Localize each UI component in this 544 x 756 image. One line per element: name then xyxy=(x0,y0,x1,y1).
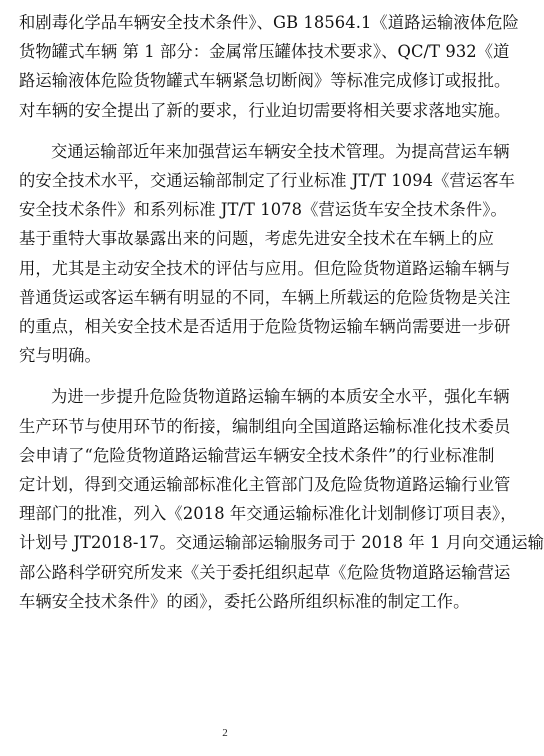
paragraph-2-line-7: 的重点，相关安全技术是否适用于危险货物运输车辆尚需要进一步研 xyxy=(19,317,511,337)
paragraph-2-line-2: 的安全技术水平，交通运输部制定了行业标准 JT/T 1094《营运客车 xyxy=(19,171,516,191)
paragraph-1-line-1: 和剧毒化学品车辆安全技术条件》、GB 18564.1《道路运输液体危险 xyxy=(19,13,519,32)
paragraph-2 xyxy=(19,137,516,371)
paragraph-3-line-8: 车辆安全技术条件》的函》，委托公路所组织标准的制定工作。 xyxy=(19,591,470,611)
document-body xyxy=(19,8,544,616)
paragraph-3-line-2: 生产环节与使用环节的衔接，编制组向全国道路运输标准化技术委员 xyxy=(19,416,511,436)
paragraph-2-line-4: 基于重特大事故暴露出来的问题，考虑先进安全技术在车辆上的应 xyxy=(19,229,495,249)
paragraph-2-line-5: 用，尤其是主动安全技术的评估与应用。但危险货物道路运输车辆与 xyxy=(19,258,511,278)
paragraph-1-line-2: 货物罐式车辆 第 1 部分：金属常压罐体技术要求》、QC/T 932《道 xyxy=(19,42,510,62)
paragraph-3-line-6: 计划号 JT2018-17。交通运输部运输服务司于 2018 年 1 月向交通运输 xyxy=(19,533,544,553)
paragraph-2-line-3: 安全技术条件》和系列标准 JT/T 1078《营运货车安全技术条件》。 xyxy=(19,200,507,220)
paragraph-3-line-7: 部公路科学研究所发来《关于委托组织起草《危险货物道路运输营运 xyxy=(19,562,511,582)
paragraph-3-line-3: 会申请了“危险货物道路运输营运车辆安全技术条件”的行业标准制 xyxy=(19,445,495,465)
paragraph-3 xyxy=(19,382,544,616)
paragraph-3-line-1: 为进一步提升危险货物道路运输车辆的本质安全水平，强化车辆 xyxy=(51,387,510,407)
paragraph-1 xyxy=(19,8,519,125)
paragraph-3-line-5: 理部门的批准，列入《2018 年交通运输标准化计划制修订项目表》， xyxy=(19,504,517,524)
paragraph-2-line-6: 普通货运或客运车辆有明显的不同，车辆上所载运的危险货物是关注 xyxy=(19,287,511,307)
paragraph-2-line-1: 交通运输部近年来加强营运车辆安全技术管理。为提高营运车辆 xyxy=(51,141,510,161)
paragraph-3-line-4: 定计划，得到交通运输部标准化主管部门及危险货物道路运输行业管 xyxy=(19,475,511,495)
page-number: 2 xyxy=(222,727,228,739)
paragraph-1-line-4: 对车辆的安全提出了新的要求，行业迫切需要将相关要求落地实施。 xyxy=(19,100,511,120)
paragraph-2-line-8: 究与明确。 xyxy=(19,346,101,366)
paragraph-1-line-3: 路运输液体危险货物罐式车辆紧急切断阀》等标准完成修订或报批。 xyxy=(19,71,511,91)
